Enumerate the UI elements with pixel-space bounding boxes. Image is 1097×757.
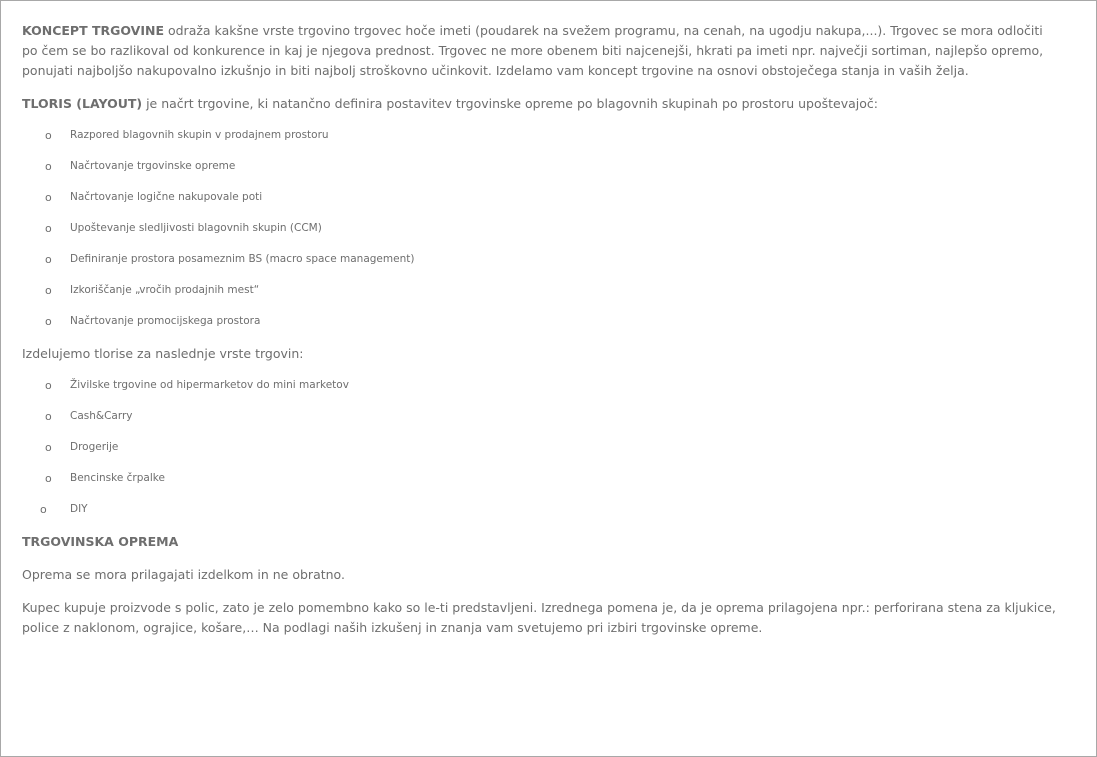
bullet-marker: o — [45, 160, 52, 173]
tloris-text: je načrt trgovine, ki natančno definira postavitev trgovinske opreme po blagovnih skupinah po prostoru upoštevajoč: — [142, 96, 879, 111]
list-item-text: Upoštevanje sledljivosti blagovnih skupin (CCM) — [70, 222, 322, 234]
list-item — [22, 244, 1062, 275]
list-item-text: Cash&Carry — [70, 410, 133, 422]
bullet-marker: o — [40, 503, 47, 516]
koncept-paragraph — [22, 21, 1062, 81]
list-item — [22, 432, 1062, 463]
koncept-title: KONCEPT TRGOVINE — [22, 23, 164, 38]
list-item-text: Bencinske črpalke — [70, 472, 165, 484]
list-item — [22, 306, 1062, 337]
list-item-text: Drogerije — [70, 441, 119, 453]
tloris-paragraph — [22, 94, 1062, 114]
list-item-text: Definiranje prostora posameznim BS (macro space management) — [70, 253, 415, 265]
bullet-marker: o — [45, 410, 52, 423]
list-item — [22, 494, 1062, 525]
bullet-marker: o — [45, 129, 52, 142]
list-item — [22, 401, 1062, 432]
list-item — [22, 182, 1062, 213]
bullet-marker: o — [45, 315, 52, 328]
list-item — [22, 463, 1062, 494]
oprema-paragraph-2: Kupec kupuje proizvode s polic, zato je zelo pomembno kako so le-ti predstavljeni. Izrednega pomena je, da je oprema prilagojena npr.: perforirana stena za kljukice, police z naklonom, ograjice, košare,… Na podlagi naših izkušenj in znanja vam svetujemo pri izbiri trgovinske opreme. — [22, 600, 1056, 635]
bullet-marker: o — [45, 379, 52, 392]
list-item — [22, 120, 1062, 151]
list-item-text: Živilske trgovine od hipermarketov do mini marketov — [70, 379, 349, 391]
tloris-list — [22, 120, 1062, 337]
vrste-intro: Izdelujemo tlorise za naslednje vrste trgovin: — [22, 346, 304, 361]
list-item-text: Izkoriščanje „vročih prodajnih mest“ — [70, 284, 260, 296]
bullet-marker: o — [45, 253, 52, 266]
list-item — [22, 275, 1062, 306]
bullet-marker: o — [45, 472, 52, 485]
tloris-title: TLORIS (LAYOUT) — [22, 96, 143, 111]
list-item — [22, 370, 1062, 401]
bullet-marker: o — [45, 284, 52, 297]
bullet-marker: o — [45, 191, 52, 204]
koncept-text: odraža kakšne vrste trgovino trgovec hoče imeti (poudarek na svežem programu, na cenah, na ugodju nakupa,...). Trgovec se mora odločiti po čem se bo razlikoval od konkurence in kaj je njegova prednost. Trgovec ne more obenem biti najcenejši, hkrati pa imeti npr. največji sortiman, najlepšo opremo, ponujati najboljšo nakupovalno izkušnjo in biti najbolj stroškovno učinkovit. Izdelamo vam koncept trgovine na osnovi obstoječega stanja in vaših želja. — [22, 23, 1044, 78]
list-item-text: Načrtovanje logične nakupovale poti — [70, 191, 263, 203]
oprema-title: TRGOVINSKA OPREMA — [22, 534, 179, 549]
vrste-list — [22, 370, 1062, 525]
list-item — [22, 213, 1062, 244]
bullet-marker: o — [45, 441, 52, 454]
list-item-text: DIY — [70, 503, 88, 515]
list-item-text: Načrtovanje trgovinske opreme — [70, 160, 236, 172]
bullet-marker: o — [45, 222, 52, 235]
list-item — [22, 151, 1062, 182]
list-item-text: Načrtovanje promocijskega prostora — [70, 315, 261, 327]
list-item-text: Razpored blagovnih skupin v prodajnem prostoru — [70, 129, 329, 141]
oprema-paragraph-1: Oprema se mora prilagajati izdelkom in ne obratno. — [22, 567, 345, 582]
